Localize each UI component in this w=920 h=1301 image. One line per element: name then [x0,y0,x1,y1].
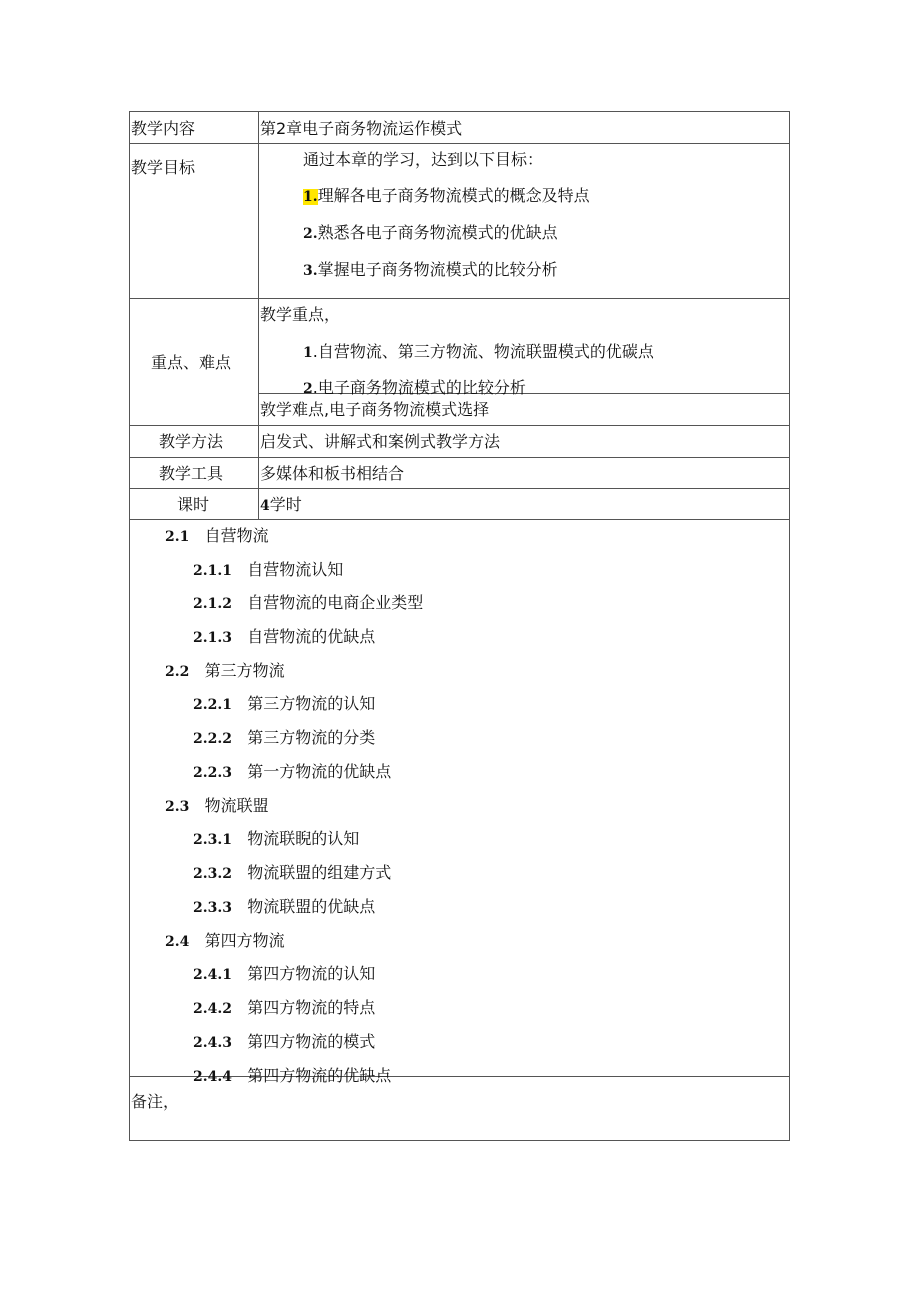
key-point-number: 2 [303,381,313,397]
outline-subsection: 2.2.1 第三方物流的认知 [193,694,376,713]
outline-subsection: 2.2.3 第一方物流的优缺点 [193,762,392,781]
outline-subsection: 2.2.2 第三方物流的分类 [193,728,376,747]
class-hours-label: 课时 [177,495,210,514]
goal-number: 2. [303,226,318,242]
key-points-heading: 教学重点， [260,305,341,324]
outline-section-heading: 2.4 第四方物流 [165,931,285,950]
teaching-content-value: 第2章电子商务物流运作模式 [260,119,463,138]
outline-subsection: 2.3.3 物流联盟的优缺点 [193,897,376,916]
difficulty-text: 敦学难点,电子商务物流模式选择 [260,400,490,419]
teaching-method-value: 启发式、讲解式和案例式教学方法 [260,432,501,451]
border-top [129,111,790,112]
teaching-content-label: 教学内容 [131,119,196,138]
goal-item [303,186,590,207]
key-points-label: 重点、难点 [151,353,232,372]
outline-subsection: 2.4.3 第四方物流的模式 [193,1032,376,1051]
goal-number: 1. [303,189,318,205]
outline-section [130,520,789,1085]
goal-item [303,223,558,244]
key-point-item-clipped [300,374,600,397]
outline-section-heading: 2.3 物流联盟 [165,796,269,815]
class-hours-number: 4 [260,498,270,514]
class-hours-unit: 学时 [269,495,302,514]
border-right [789,111,790,1141]
outline-subsection: 2.3.1 物流联睨的认知 [193,829,360,848]
outline-subsection: 2.1.3 自营物流的优缺点 [193,627,376,646]
row-divider [129,425,790,426]
goal-item [303,260,558,281]
row-divider [129,143,790,144]
key-point-number: 1 [303,345,313,361]
row-divider [129,298,790,299]
outline-subsection: 2.1.1 自营物流认知 [193,560,344,579]
goal-number: 3. [303,263,318,279]
class-hours-value [260,495,302,516]
outline-subsection: 2.4.1 第四方物流的认知 [193,964,376,983]
row-divider [129,457,790,458]
teaching-goals-intro: 通过本章的学习，达到以下目标： [303,150,544,169]
teaching-method-label: 教学方法 [159,432,224,451]
goal-text: 熟悉各电子商务物流模式的优缺点 [317,223,558,242]
key-point-item [303,378,526,399]
goal-text: 理解各电子商务物流模式的概念及特点 [317,186,590,205]
outline-subsection: 2.3.2 物流联盟的组建方式 [193,863,392,882]
outline-section-heading: 2.1 自营物流 [165,526,269,545]
outline-subsection: 2.4.4 第四方物流的优缺点 [193,1066,392,1085]
outline-section-heading: 2.2 第三方物流 [165,661,285,680]
key-point-item [303,342,654,363]
goal-text: 掌握电子商务物流模式的比较分析 [317,260,558,279]
remarks-label: 备注， [131,1092,180,1111]
teaching-tools-label: 教学工具 [159,464,224,483]
teaching-tools-value: 多媒体和板书相结合 [260,464,405,483]
row-divider [129,488,790,489]
outline-subsection: 2.4.2 第四方物流的特点 [193,998,376,1017]
outline-subsection: 2.1.2 自营物流的电商企业类型 [193,593,424,612]
column-divider [258,111,259,519]
border-bottom [129,1140,790,1141]
teaching-goals-label: 教学目标 [131,158,196,177]
key-point-text: .电子商务物流模式的比较分析 [312,378,526,397]
key-point-text: .自营物流、第三方物流、物流联盟模式的优碳点 [312,342,654,361]
